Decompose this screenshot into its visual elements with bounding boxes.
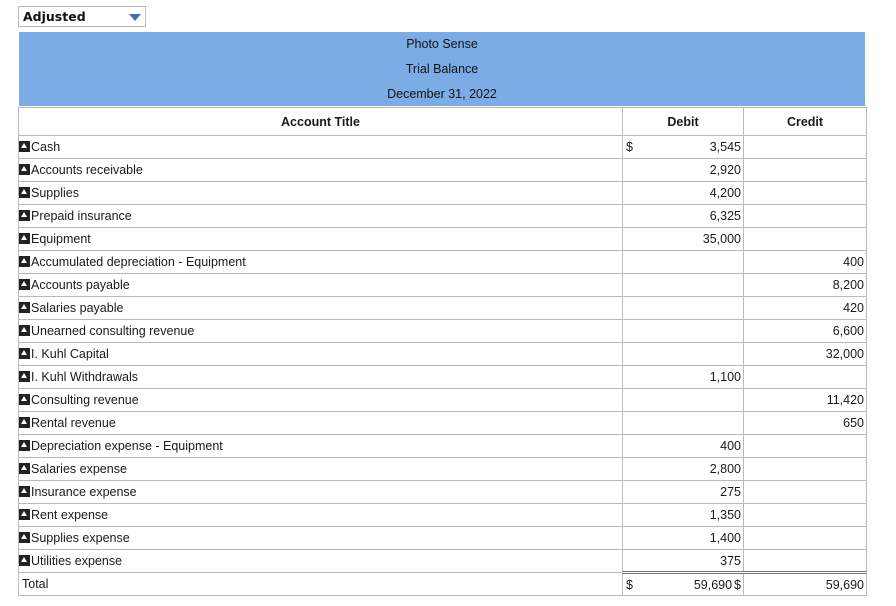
account-name: Depreciation expense - Equipment: [31, 439, 223, 453]
total-label: Total: [19, 573, 623, 596]
debit-input[interactable]: 1,400: [641, 527, 744, 550]
account-select-icon[interactable]: [19, 256, 30, 267]
credit-input[interactable]: [744, 366, 867, 389]
account-name: Accumulated depreciation - Equipment: [31, 255, 246, 269]
debit-input[interactable]: 275: [641, 481, 744, 504]
chevron-down-icon[interactable]: [129, 14, 141, 21]
table-row: [19, 412, 867, 435]
account-cell[interactable]: [19, 343, 623, 366]
account-cell[interactable]: [19, 228, 623, 251]
account-name: I. Kuhl Capital: [31, 347, 109, 361]
account-cell[interactable]: [19, 320, 623, 343]
table-row: [19, 297, 867, 320]
account-select-icon[interactable]: [19, 279, 30, 290]
account-cell[interactable]: [19, 481, 623, 504]
credit-input[interactable]: 11,420: [744, 389, 867, 412]
account-cell[interactable]: [19, 136, 623, 159]
credit-header: Credit: [744, 108, 867, 136]
debit-input[interactable]: [641, 251, 744, 274]
table-row: [19, 481, 867, 504]
account-cell[interactable]: [19, 412, 623, 435]
debit-input[interactable]: [641, 274, 744, 297]
account-select-icon[interactable]: [19, 394, 30, 405]
account-name: Prepaid insurance: [31, 209, 132, 223]
currency-cell: [623, 435, 641, 458]
table-row: [19, 458, 867, 481]
debit-input[interactable]: 2,920: [641, 159, 744, 182]
currency-cell: [623, 458, 641, 481]
table-row: [19, 435, 867, 458]
debit-input[interactable]: 4,200: [641, 182, 744, 205]
table-row: [19, 274, 867, 297]
currency-cell: $: [623, 136, 641, 159]
account-select-icon[interactable]: [19, 532, 30, 543]
total-debit-cell: [641, 573, 744, 596]
currency-cell: [623, 481, 641, 504]
table-row: [19, 389, 867, 412]
account-select-icon[interactable]: [19, 233, 30, 244]
table-row: [19, 159, 867, 182]
credit-input[interactable]: [744, 481, 867, 504]
table-row: [19, 228, 867, 251]
account-select-icon[interactable]: [19, 486, 30, 497]
account-select-icon[interactable]: [19, 325, 30, 336]
table-row: [19, 343, 867, 366]
account-select-icon[interactable]: [19, 463, 30, 474]
debit-input[interactable]: 3,545: [641, 136, 744, 159]
account-cell[interactable]: [19, 297, 623, 320]
account-name: Accounts payable: [31, 278, 130, 292]
account-select-icon[interactable]: [19, 348, 30, 359]
credit-input[interactable]: [744, 527, 867, 550]
currency-cell: [623, 343, 641, 366]
account-name: Utilities expense: [31, 554, 123, 568]
debit-input[interactable]: 2,800: [641, 458, 744, 481]
table-row: [19, 550, 867, 573]
account-cell[interactable]: [19, 366, 623, 389]
credit-input[interactable]: 400: [744, 251, 867, 274]
total-debit-value: 59,690: [693, 577, 733, 592]
debit-input[interactable]: 1,350: [641, 504, 744, 527]
currency-cell: [623, 251, 641, 274]
table-row: [19, 504, 867, 527]
debit-input[interactable]: 6,325: [641, 205, 744, 228]
table-row: [19, 182, 867, 205]
currency-cell: [623, 527, 641, 550]
currency-cell: [623, 550, 641, 573]
account-cell[interactable]: [19, 205, 623, 228]
account-select-icon[interactable]: [19, 164, 30, 175]
credit-input[interactable]: 6,600: [744, 320, 867, 343]
credit-input[interactable]: 420: [744, 297, 867, 320]
account-cell[interactable]: [19, 550, 623, 573]
account-select-icon[interactable]: [19, 371, 30, 382]
currency-cell: [623, 274, 641, 297]
currency-cell: [623, 412, 641, 435]
account-cell[interactable]: [19, 435, 623, 458]
report-header: [19, 32, 865, 106]
account-name: Insurance expense: [31, 485, 137, 499]
account-cell[interactable]: [19, 159, 623, 182]
debit-header: Debit: [623, 108, 744, 136]
account-name: Accounts receivable: [31, 163, 143, 177]
account-name: Salaries payable: [31, 301, 124, 315]
account-name: Consulting revenue: [31, 393, 139, 407]
account-select-icon[interactable]: [19, 555, 30, 566]
debit-input[interactable]: 1,100: [641, 366, 744, 389]
total-debit-currency: $: [623, 573, 641, 596]
account-select-icon[interactable]: [19, 417, 30, 428]
credit-input[interactable]: [744, 228, 867, 251]
table-row: [19, 205, 867, 228]
currency-cell: [623, 366, 641, 389]
account-name: Cash: [31, 140, 61, 154]
currency-cell: [623, 504, 641, 527]
debit-input[interactable]: [641, 389, 744, 412]
account-cell[interactable]: [19, 504, 623, 527]
credit-input[interactable]: [744, 458, 867, 481]
credit-input[interactable]: [744, 205, 867, 228]
total-credit-currency: $: [734, 577, 741, 592]
credit-input[interactable]: [744, 435, 867, 458]
account-name: Supplies: [31, 186, 79, 200]
credit-input[interactable]: [744, 182, 867, 205]
account-cell[interactable]: [19, 251, 623, 274]
account-cell[interactable]: [19, 274, 623, 297]
account-select-icon[interactable]: [19, 509, 30, 520]
account-select-icon[interactable]: [19, 141, 30, 152]
account-select-icon[interactable]: [19, 210, 30, 221]
company-name: Photo Sense: [406, 37, 478, 51]
debit-input[interactable]: 375: [641, 550, 744, 573]
account-cell[interactable]: [19, 182, 623, 205]
currency-cell: [623, 389, 641, 412]
total-credit-value: 59,690: [744, 573, 867, 596]
table-row: [19, 136, 867, 159]
currency-cell: [623, 228, 641, 251]
currency-cell: [623, 320, 641, 343]
debit-input[interactable]: 400: [641, 435, 744, 458]
debit-input[interactable]: [641, 320, 744, 343]
debit-input[interactable]: [641, 297, 744, 320]
currency-cell: [623, 182, 641, 205]
account-cell[interactable]: [19, 389, 623, 412]
currency-cell: [623, 205, 641, 228]
credit-input[interactable]: 650: [744, 412, 867, 435]
table-header-row: [19, 108, 867, 136]
credit-input[interactable]: 32,000: [744, 343, 867, 366]
account-name: Salaries expense: [31, 462, 127, 476]
account-name: I. Kuhl Withdrawals: [31, 370, 138, 384]
total-row: [19, 573, 867, 596]
table-row: [19, 527, 867, 550]
table-row: [19, 251, 867, 274]
account-name: Unearned consulting revenue: [31, 324, 195, 338]
credit-input[interactable]: [744, 504, 867, 527]
table-row: [19, 320, 867, 343]
credit-input[interactable]: [744, 136, 867, 159]
account-select-icon[interactable]: [19, 302, 30, 313]
credit-input[interactable]: [744, 550, 867, 573]
debit-input[interactable]: 35,000: [641, 228, 744, 251]
account-cell[interactable]: [19, 458, 623, 481]
report-date: December 31, 2022: [387, 87, 497, 101]
account-name: Rent expense: [31, 508, 109, 522]
trial-balance-table: [18, 107, 867, 596]
account-select-icon[interactable]: [19, 440, 30, 451]
debit-input[interactable]: [641, 343, 744, 366]
account-title-header: Account Title: [19, 108, 623, 136]
account-cell[interactable]: [19, 527, 623, 550]
credit-input[interactable]: 8,200: [744, 274, 867, 297]
account-name: Supplies expense: [31, 531, 130, 545]
currency-cell: [623, 159, 641, 182]
select-value: Adjusted: [23, 9, 86, 24]
account-name: Rental revenue: [31, 416, 116, 430]
account-select-icon[interactable]: [19, 187, 30, 198]
credit-input[interactable]: [744, 159, 867, 182]
account-name: Equipment: [31, 232, 91, 246]
debit-input[interactable]: [641, 412, 744, 435]
table-row: [19, 366, 867, 389]
report-title: Trial Balance: [405, 62, 479, 76]
currency-cell: [623, 297, 641, 320]
trial-balance-type-select[interactable]: [18, 6, 146, 27]
